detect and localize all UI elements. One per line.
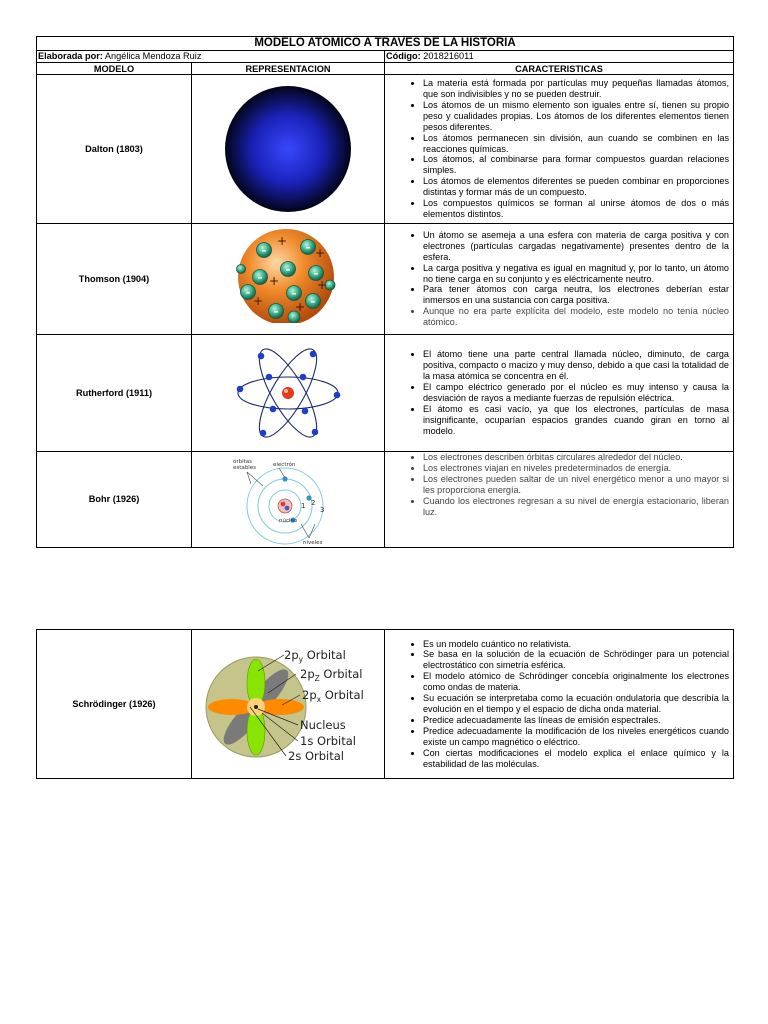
list-item: • Se basa en la solución de la ecuación de Schrödinger para un potencial electrostático con simetría esférica. bbox=[423, 649, 729, 671]
list-item: • Su ecuación se interpretaba como la ecuación ondulatoria que describía la evolución en el tiempo y el espacio de dicha onda material. bbox=[423, 693, 729, 715]
representation-bohr bbox=[192, 452, 385, 548]
bohr-label-estables: estables bbox=[233, 464, 257, 471]
row-schrodinger bbox=[37, 630, 734, 779]
representation-rutherford bbox=[192, 335, 385, 452]
thomson-points-list bbox=[385, 230, 733, 328]
list-item: • Es un modelo cuántico no relativista. bbox=[423, 639, 729, 650]
svg-text:–: – bbox=[261, 245, 267, 257]
representation-thomson bbox=[192, 224, 385, 335]
svg-text:–: – bbox=[310, 296, 316, 308]
row-dalton bbox=[37, 75, 734, 224]
list-item: • Los electrones describen órbitas circulares alrededor del núcleo. bbox=[423, 452, 729, 463]
bohr-level-1: 1 bbox=[301, 501, 306, 510]
bohr-points-list bbox=[385, 452, 733, 517]
list-item: • La carga positiva y negativa es igual en magnitud y, por lo tanto, un átomo no tiene carga en su conjunto y es eléctricamente neutro. bbox=[423, 263, 729, 285]
list-item: • Los átomos de elementos diferentes se pueden combinar en proporciones distintas y formar más de un compuesto. bbox=[423, 176, 729, 198]
bohr-level-2: 2 bbox=[311, 498, 316, 507]
schrodinger-table bbox=[36, 629, 734, 779]
list-item: • Los átomos, al combinarse para formar compuestos guardan relaciones simples. bbox=[423, 154, 729, 176]
list-item: • Los electrones viajan en niveles predeterminados de energía. bbox=[423, 463, 729, 474]
header-representation: REPRESENTACION bbox=[192, 63, 385, 75]
rutherford-atom-image bbox=[233, 339, 343, 447]
author-cell bbox=[37, 51, 385, 63]
dalton-points-list bbox=[385, 78, 733, 220]
characteristics-bohr bbox=[385, 452, 734, 548]
label-nucleus: Nucleus bbox=[300, 718, 346, 732]
author-label: Elaborada por: bbox=[38, 51, 103, 61]
document-title: MODELO ATOMICO A TRAVES DE LA HISTORIA bbox=[37, 37, 734, 51]
header-model: MODELO bbox=[37, 63, 192, 75]
svg-text:–: – bbox=[285, 264, 291, 276]
svg-text:–: – bbox=[291, 288, 297, 300]
characteristics-schrodinger bbox=[385, 630, 734, 779]
schrodinger-orbitals-image bbox=[200, 631, 376, 777]
list-item: • Aunque no era parte explícita del modelo, este modelo no tenía núcleo atómico. bbox=[423, 306, 729, 328]
schrodinger-points-list bbox=[385, 639, 733, 770]
svg-text:+: + bbox=[316, 278, 328, 292]
label-1s-orbital: 1s Orbital bbox=[300, 734, 356, 748]
code-label: Código: bbox=[386, 51, 421, 61]
model-name-rutherford: Rutherford (1911) bbox=[37, 335, 192, 452]
bohr-label-nucleo: núcleo bbox=[279, 517, 298, 524]
list-item: • Los átomos de un mismo elemento son iguales entre sí, tienen su propio peso y cualidades propias. Los átomos de los diferentes elementos tienen pesos diferentes. bbox=[423, 100, 729, 133]
characteristics-rutherford bbox=[385, 335, 734, 452]
representation-schrodinger bbox=[192, 630, 385, 779]
model-name-thomson: Thomson (1904) bbox=[37, 224, 192, 335]
svg-text:+: + bbox=[294, 300, 306, 314]
svg-text:–: – bbox=[305, 242, 311, 254]
bohr-label-niveles: niveles bbox=[303, 539, 323, 546]
list-item: • Un átomo se asemeja a una esfera con materia de carga positiva y con electrones (partículas cargadas negativamente) presentes dentro de la esfera. bbox=[423, 230, 729, 263]
model-name-bohr: Bohr (1926) bbox=[37, 452, 192, 548]
model-name-dalton: Dalton (1803) bbox=[37, 75, 192, 224]
atomic-models-table bbox=[36, 36, 734, 548]
row-bohr bbox=[37, 452, 734, 548]
list-item: • La materia está formada por partículas muy pequeñas llamadas átomos, que son indivisibles y no se pueden destruir. bbox=[423, 78, 729, 100]
list-item: • Predice adecuadamente la modificación de los niveles energéticos cuando existe un campo magnético o eléctrico. bbox=[423, 726, 729, 748]
svg-text:–: – bbox=[257, 272, 263, 284]
list-item: • Los compuestos químicos se forman al unirse átomos de dos o más elementos distintos. bbox=[423, 198, 729, 220]
model-name-schrodinger: Schrödinger (1926) bbox=[37, 630, 192, 779]
svg-text:+: + bbox=[268, 274, 280, 288]
author-name: Angélica Mendoza Ruiz bbox=[104, 51, 202, 61]
dalton-sphere-image bbox=[223, 84, 353, 214]
list-item: • Predice adecuadamente las líneas de emisión espectrales. bbox=[423, 715, 729, 726]
list-item: • El modelo atómico de Schrödinger concebía originalmente los electrones como ondas de materia. bbox=[423, 671, 729, 693]
label-2px-orbital: $2p_x$ Orbital bbox=[302, 688, 364, 704]
code-cell bbox=[385, 51, 734, 63]
label-2py-orbital: $2p_y$ Orbital bbox=[284, 648, 346, 664]
list-item: • Para tener átomos con carga neutra, los electrones deberían estar inmersos en una sustancia con carga positiva. bbox=[423, 284, 729, 306]
svg-text:–: – bbox=[245, 287, 251, 299]
list-item: • El átomo es casi vacío, ya que los electrones, partículas de masa insignificante, ocuparían espacios grandes cuando giran en torno al modelo. bbox=[423, 404, 729, 437]
svg-text:+: + bbox=[252, 294, 264, 308]
representation-dalton bbox=[192, 75, 385, 224]
list-item: • El átomo tiene una parte central llamada núcleo, diminuto, de carga positiva, compacto o macizo y muy denso, debido a que casi la totalidad de la masa atómica se concentra en él. bbox=[423, 349, 729, 382]
characteristics-dalton bbox=[385, 75, 734, 224]
bohr-level-3: 3 bbox=[320, 505, 325, 514]
row-thomson bbox=[37, 224, 734, 335]
svg-text:+: + bbox=[314, 246, 326, 260]
rutherford-points-list bbox=[385, 349, 733, 436]
svg-text:–: – bbox=[273, 306, 279, 318]
code-value: 2018216011 bbox=[423, 51, 474, 61]
label-2s-orbital: 2s Orbital bbox=[288, 749, 344, 763]
label-2pz-orbital: $2p_Z$ Orbital bbox=[300, 667, 363, 683]
row-rutherford bbox=[37, 335, 734, 452]
bohr-atom-image bbox=[223, 454, 353, 546]
bohr-label-orbitas: órbitas bbox=[233, 458, 253, 465]
header-characteristics: CARACTERISTICAS bbox=[385, 63, 734, 75]
svg-text:–: – bbox=[313, 268, 319, 280]
list-item: • El campo eléctrico generado por el núcleo es muy intenso y causa la desviación de rayos a mediante fuerzas de repulsión eléctrica. bbox=[423, 382, 729, 404]
list-item: • Los electrones pueden saltar de un nivel energético menor a uno mayor si les proporciona energía. bbox=[423, 474, 729, 496]
list-item: • Los átomos permanecen sin división, aun cuando se combinen en las reacciones químicas. bbox=[423, 133, 729, 155]
list-item: • Cuando los electrones regresan a su nivel de energía estacionario, liberan luz. bbox=[423, 496, 729, 518]
bohr-label-electron: electrón bbox=[273, 461, 296, 468]
svg-text:+: + bbox=[276, 234, 288, 248]
thomson-plum-pudding-image bbox=[228, 225, 348, 333]
characteristics-thomson bbox=[385, 224, 734, 335]
list-item: • Con ciertas modificaciones el modelo explica el enlace químico y la estabilidad de las moléculas. bbox=[423, 748, 729, 770]
